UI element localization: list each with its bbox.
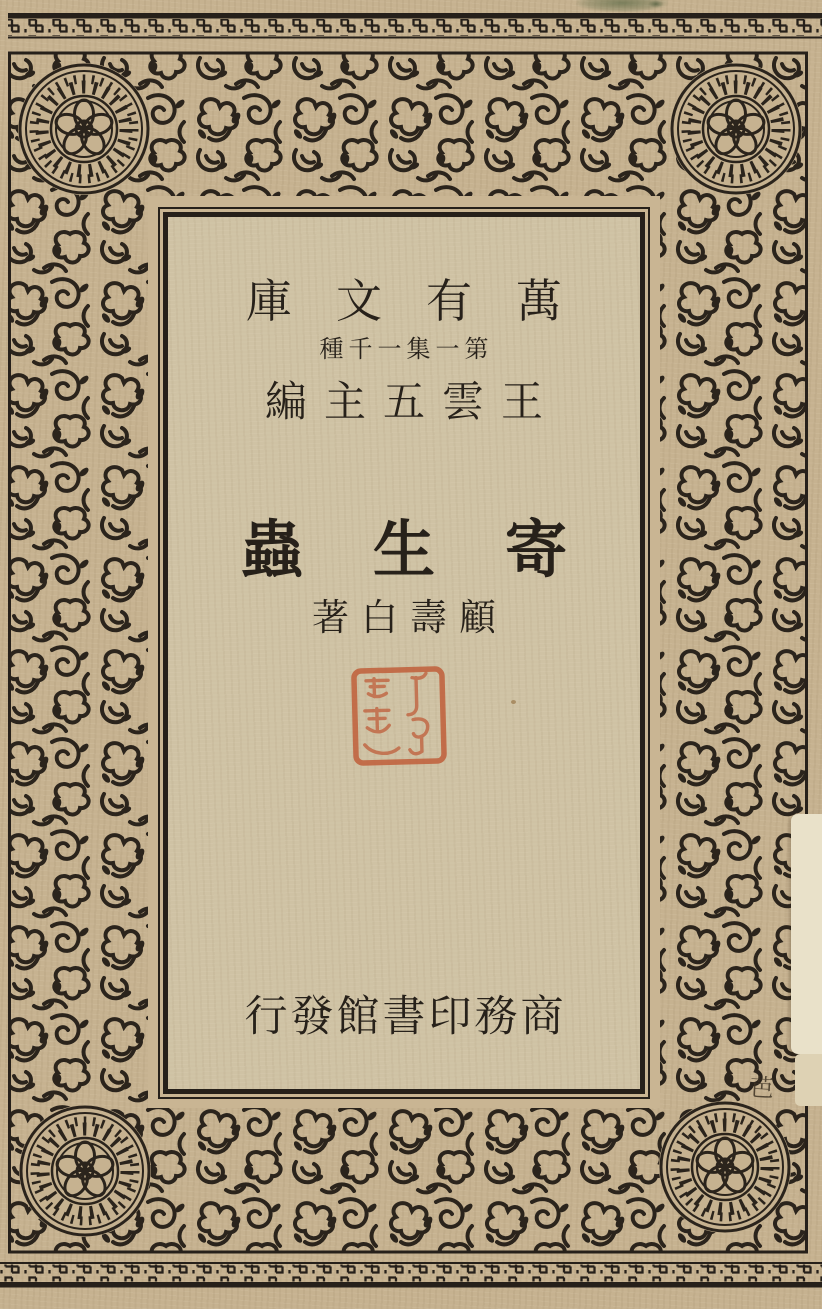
paper-stain	[511, 700, 516, 704]
repair-patch-large	[791, 814, 822, 1054]
green-ink-smudge-small	[648, 0, 664, 8]
author-line: 著白壽顧	[312, 598, 508, 639]
red-seal-stamp	[350, 665, 449, 767]
title-panel	[163, 212, 645, 1094]
editor-line: 編主五雲王	[264, 380, 560, 426]
meander-strip-bottom	[0, 1262, 822, 1288]
corner-rosette-bottom-left	[19, 1105, 151, 1237]
publisher-line: 行發館書印務商	[244, 994, 567, 1041]
meander-strip-top	[8, 13, 822, 39]
corner-rosette-top-right	[670, 63, 802, 195]
series-title: 庫文有萬	[246, 276, 606, 327]
book-title: 蟲生寄	[240, 517, 637, 585]
corner-rosette-top-left	[18, 63, 150, 195]
corner-rosette-bottom-right	[659, 1101, 791, 1233]
handwritten-margin-mark: 芭	[749, 1075, 775, 1103]
repair-patch-small	[795, 1054, 822, 1106]
series-subtitle: 種千一集一第	[319, 337, 494, 363]
